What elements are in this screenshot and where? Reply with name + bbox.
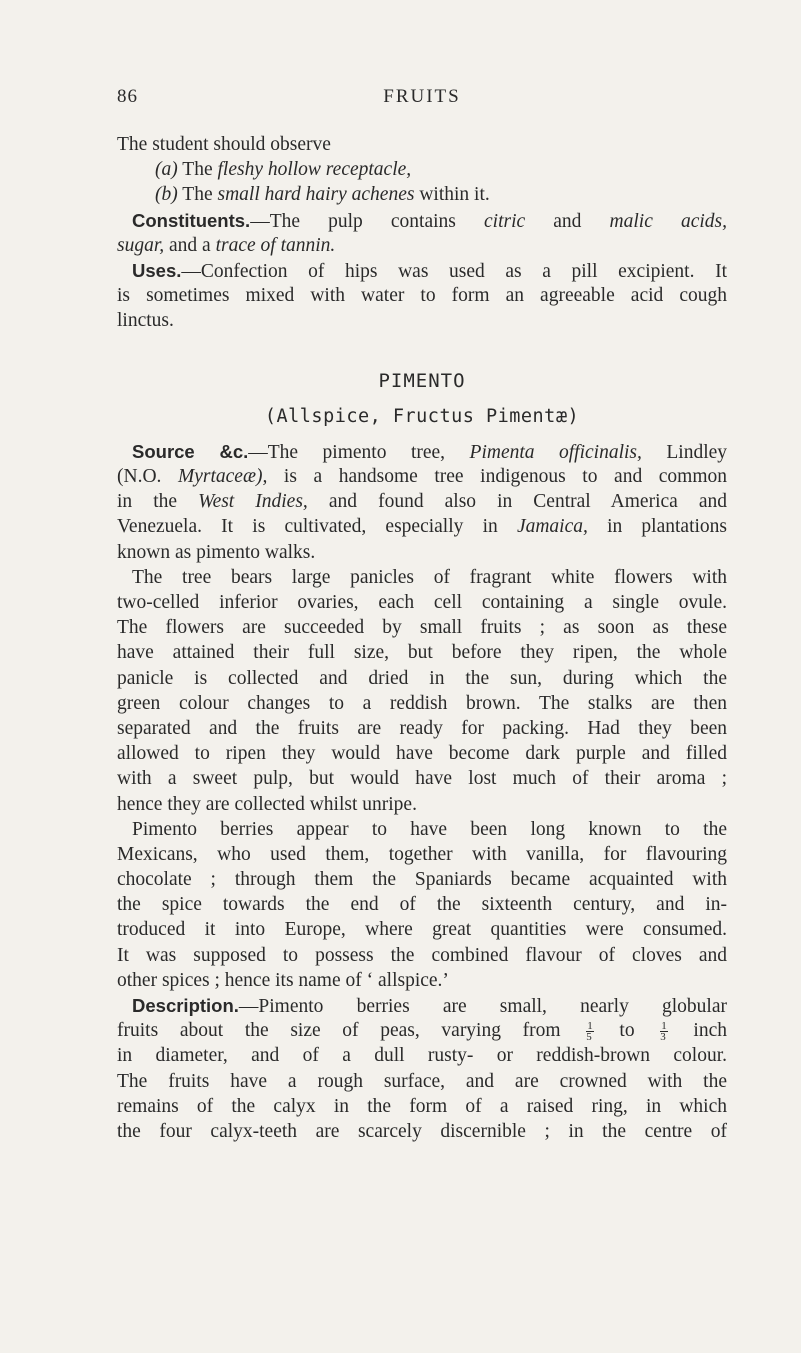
section-subtitle: (Allspice, Fructus Pimentæ) (264, 405, 580, 427)
p3-line: It was supposed to possess the combined flavour of cloves and (117, 944, 727, 966)
description-paragraph: Description.—Pimento berries are small, nearly globular (132, 995, 727, 1017)
p2-line: two-celled inferior ovaries, each cell containing a single ovule. (117, 592, 727, 613)
uses-heading: Uses. (132, 259, 182, 281)
fraction-one-third: $\frac{1}{3}$ (660, 1020, 667, 1044)
p2-line: The tree bears large panicles of fragrant white flowers with (132, 566, 727, 588)
uses-line-3: linctus. (117, 310, 174, 332)
p2-line: The flowers are succeeded by small fruits ; as soon as these (117, 617, 727, 639)
p3-line: Mexicans, who used them, together with vanilla, for flavouring (117, 843, 727, 865)
p3-line: troduced it into Europe, where great quantities were consumed. (117, 919, 727, 941)
constituents-line-2: sugar, and a trace of tannin. (117, 234, 336, 256)
page-header (117, 86, 727, 116)
p2-line: allowed to ripen they would have become dark purple and filled (117, 743, 727, 765)
observe-item-a: (a) The fleshy hollow receptacle, (155, 159, 412, 181)
running-head: FRUITS (383, 86, 461, 107)
p2-line: have attained their full size, but before they ripen, the whole (117, 642, 727, 664)
observe-item-b: (b) The small hard hairy achenes within it. (155, 184, 490, 206)
p2-line: green colour changes to a reddish brown. The stalks are then (117, 692, 727, 714)
uses-paragraph: Uses.—Confection of hips was used as a pill excipient. It (132, 259, 727, 282)
constituents-heading: Constituents. (132, 209, 251, 231)
p2-line: with a sweet pulp, but would have lost much of their aroma ; (117, 768, 727, 790)
source-paragraph: Source &c.—The pimento tree, Pimenta officinalis, Lindley (132, 440, 728, 463)
observe-intro: The student should observe (117, 134, 331, 155)
p2-line: panicle is collected and dried in the sun, during which the (117, 667, 727, 689)
description-line-2: fruits about the size of peas, varying from $\frac{1}{5}$ to $\frac{1}{3}$ inch (117, 1020, 727, 1044)
description-heading: Description. (132, 995, 239, 1016)
source-heading: Source &c. (132, 440, 249, 462)
p3-line: Pimento berries appear to have been long known to the (132, 818, 727, 840)
body-text: The student should observe (a) The fleshy hollow receptacle, (b) The small hard hairy achenes within it. Constituents.—The pulp contains citric and malic acids, sugar, and a trace of tannin. Uses.—Confection of hips was used as a pill excipient. It is sometimes mixed with water to form an agreeable acid cough linctus. PIMENTO (Allspice, Fructus Pimentæ) Source &c.—The pimento tree, Pimenta officinalis, Lindley (N.O. Myrtaceæ), is a handsome tree indigenous to and common in the West Indies, and found also in Central America and Venezuela. It is cultivated, especially in Jamaica, in plantations known as pimento walks. The tree bears large panicles of fragrant white flowers with two-celled inferior ovaries, each cell containing a single ovule. The flowers are succeeded by small fruits ; as soon as these have attained their full size, but before they ripen, the whole panicle is collected and dried in the sun, during which the green colour changes to a reddish brown. The stalks are then separated and the fruits are ready for packing. Had they been allowed to ripen they would have become dark purple and filled with a sweet pulp, but would have lost much of their aroma ; hence they are collected whilst unripe. Pimento berries appear to have been long known to the Mexicans, who used them, together with vanilla, for flavouring chocolate ; through them the Spaniards became acquainted with the spice towards the end of the sixteenth century, and in- troduced it into Europe, where great quantities were consumed. It was supposed to possess the combined flavour of cloves and other spices ; hence its name of ‘ allspice.’ Description.—Pimento berries are small, nearly globular fruits about the size of peas, varying from $\frac{1}{5}$ to $\frac{1}{3}$ inch in diameter, and of a dull rusty- or reddish-brown colour. The fruits have a rough surface, and are crowned with the remains of the calyx in the form of a raised ring, in which the four calyx-teeth are scarcely discernible ; in the centre of (117, 134, 728, 1142)
constituents-paragraph: Constituents.—The pulp contains citric and malic acids, (132, 209, 727, 232)
uses-line-2: is sometimes mixed with water to form an agreeable acid cough (117, 285, 727, 307)
page-number: 86 (117, 86, 138, 107)
p3-line: other spices ; hence its name of ‘ allspice.’ (117, 969, 449, 991)
p3-line: chocolate ; through them the Spaniards became acquainted with (117, 869, 727, 891)
p2-line: separated and the fruits are ready for packing. Had they been (117, 717, 727, 739)
section-title: PIMENTO (378, 369, 466, 392)
p2-line: hence they are collected whilst unripe. (117, 793, 417, 815)
p3-line: the spice towards the end of the sixteenth century, and in- (117, 894, 727, 916)
fraction-one-fifth: $\frac{1}{5}$ (586, 1020, 593, 1044)
